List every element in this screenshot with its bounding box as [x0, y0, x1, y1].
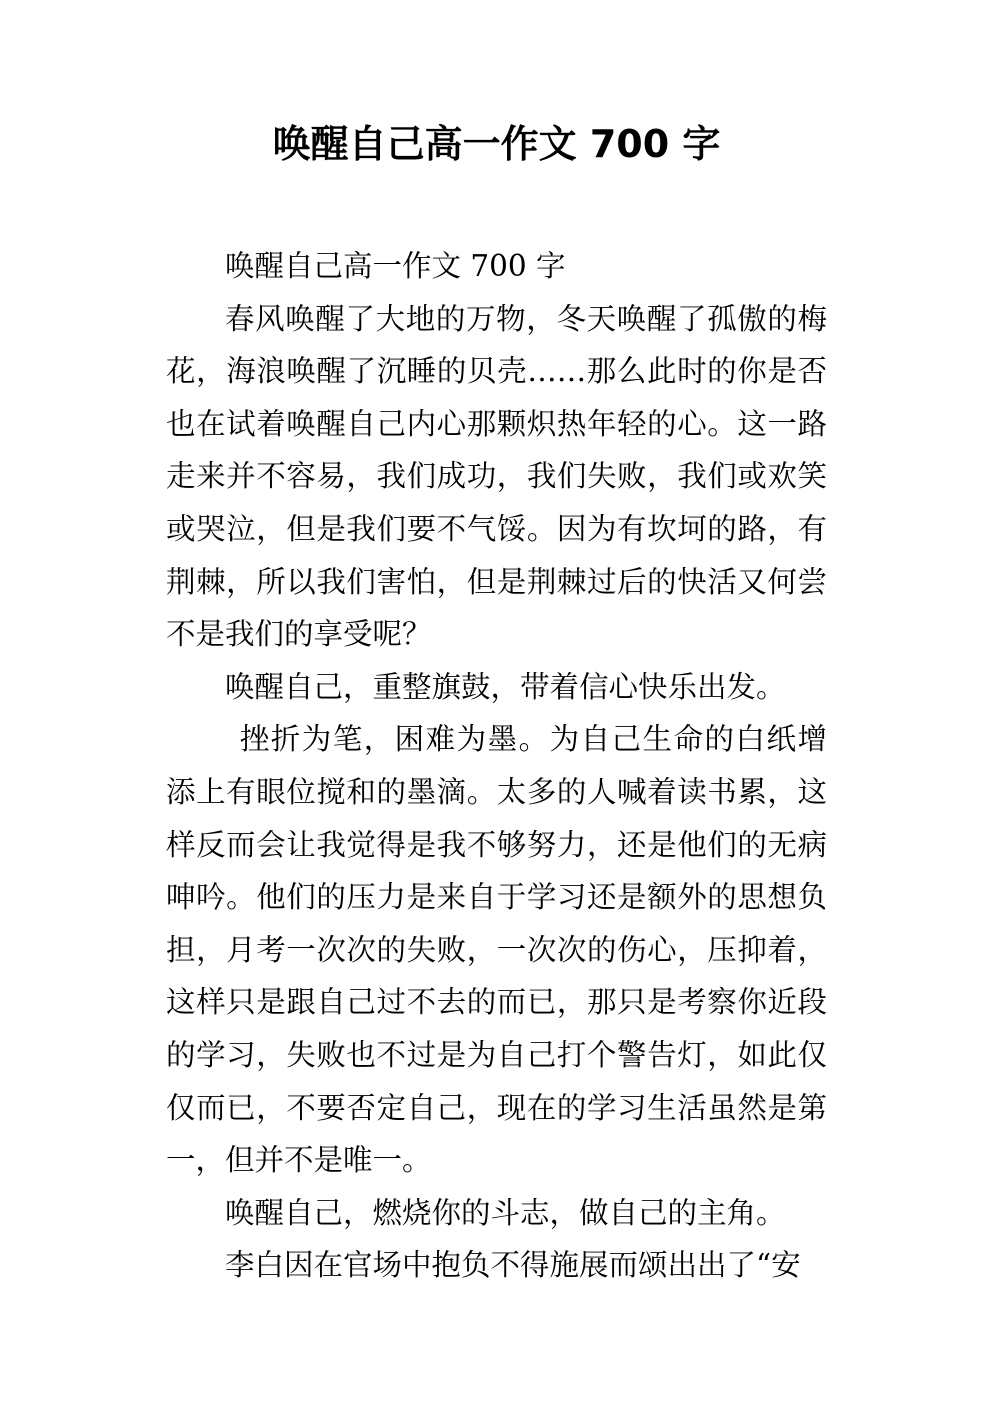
document-title: 唤醒自己高一作文 700 字 — [272, 122, 721, 166]
paragraph: 春风唤醒了大地的万物，冬天唤醒了孤傲的梅花，海浪唤醒了沉睡的贝壳……那么此时的你是否也在试着唤醒自己内心那颗炽热年轻的心。这一路走来并不容易，我们成功，我们失败，我们或欢笑或哭泣，但是我们要不气馁。因为有坎坷的路，有荆棘，所以我们害怕，但是荆棘过后的快活又何尝不是我们的享受呢？ — [166, 301, 827, 652]
paragraph-subtitle: 唤醒自己高一作文 700 字 — [225, 249, 566, 283]
document-body — [166, 240, 827, 1292]
paragraph: 李白因在官场中抱负不得施展而颂出出了“安 — [225, 1248, 801, 1283]
paragraph: 唤醒自己，燃烧你的斗志，做自己的主角。 — [225, 1195, 786, 1230]
paragraph: 唤醒自己，重整旗鼓，带着信心快乐出发。 — [225, 669, 786, 704]
paragraph: 挫折为笔，困难为墨。为自己生命的白纸增添上有眼位搅和的墨滴。太多的人喊着读书累，这样反而会让我觉得是我不够努力，还是他们的无病呻吟。他们的压力是来自于学习还是额外的思想负担，月考一次次的失败，一次次的伤心，压抑着，这样只是跟自己过不去的而已，那只是考察你近段的学习，失败也不过是为自己打个警告灯，如此仅仅而已，不要否定自己，现在的学习生活虽然是第一，但并不是唯一。 — [166, 722, 827, 1178]
